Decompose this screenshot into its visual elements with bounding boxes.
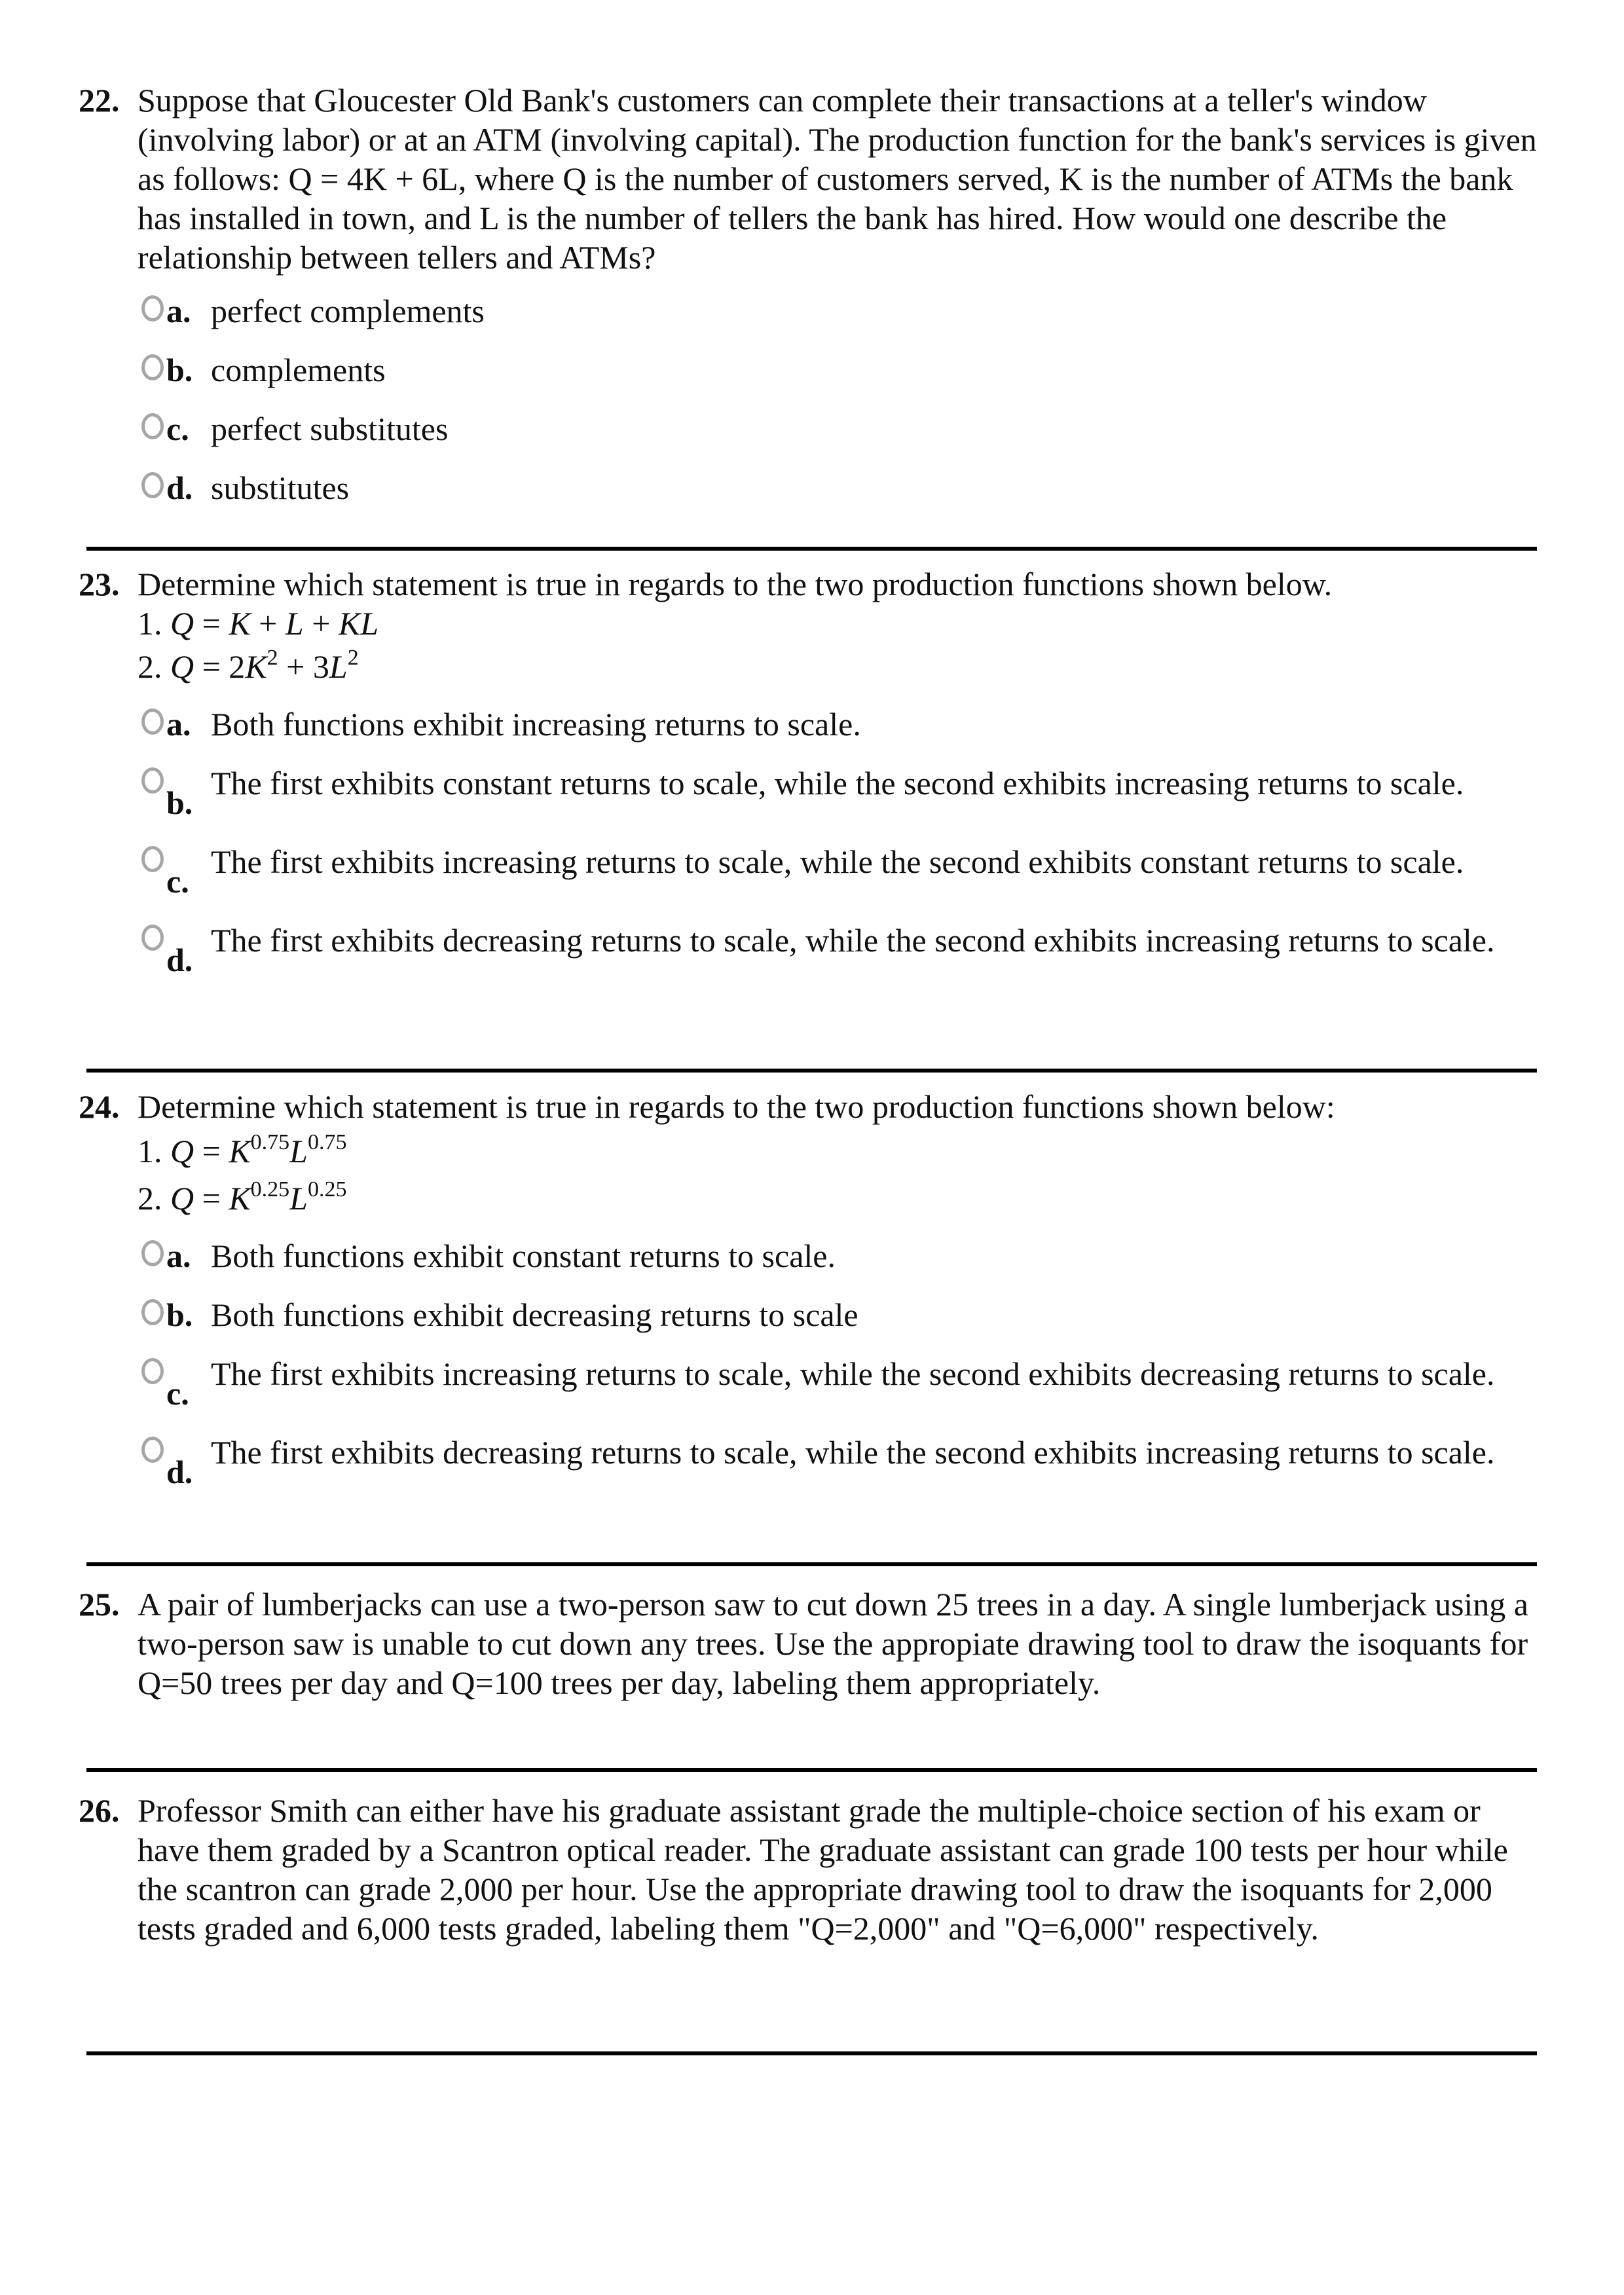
var-q: Q	[170, 605, 194, 642]
question-number: 22.	[79, 82, 120, 119]
choice-text: The first exhibits increasing returns to scale, while the second exhibits decreasing returns to scale.	[211, 1355, 1495, 1392]
equals: = 2	[194, 648, 246, 685]
equals: =	[194, 605, 229, 642]
var-k: K	[245, 648, 267, 685]
choice-text: complements	[211, 352, 386, 388]
choice-letter: d.	[166, 942, 193, 978]
radio-button-icon[interactable]	[141, 472, 164, 498]
choice-text: Both functions exhibit increasing returns to scale.	[211, 706, 861, 743]
radio-button-icon[interactable]	[141, 925, 164, 951]
question-25	[79, 1585, 1545, 1702]
choice-letter: d.	[166, 1454, 193, 1490]
formula-number: 2.	[138, 648, 162, 685]
choice-d[interactable]	[141, 921, 1545, 980]
choice-letter: c.	[166, 1375, 189, 1412]
production-function-1	[138, 1131, 1545, 1171]
radio-button-icon[interactable]	[141, 295, 164, 321]
choice-text: perfect complements	[211, 293, 485, 329]
question-text: Determine which statement is true in regards to the two production functions shown below:	[138, 1088, 1335, 1125]
radio-button-icon[interactable]	[141, 1240, 164, 1266]
exponent: 2	[347, 646, 359, 670]
var-l: L	[329, 648, 348, 685]
choice-letter: b.	[166, 784, 193, 821]
radio-button-icon[interactable]	[141, 1437, 164, 1463]
plus: + 3	[278, 648, 329, 685]
question-24	[79, 1087, 1545, 1511]
radio-button-icon[interactable]	[141, 767, 164, 794]
question-23	[79, 564, 1545, 999]
var-q: Q	[170, 1133, 194, 1169]
plus: +	[303, 605, 339, 642]
exponent: 2	[267, 646, 278, 670]
choice-c[interactable]	[141, 1354, 1545, 1413]
formula-number: 1.	[138, 1133, 162, 1169]
answer-choices	[141, 705, 1545, 980]
question-number: 26.	[79, 1792, 120, 1829]
answer-choices	[141, 291, 1545, 507]
choice-text: Both functions exhibit decreasing returns to scale	[211, 1296, 858, 1333]
exponent: 0.25	[250, 1177, 290, 1202]
section-divider	[86, 2051, 1537, 2055]
production-function-2	[138, 647, 1545, 686]
question-text: A pair of lumberjacks can use a two-person saw to cut down 25 trees in a day. A single lumberjack using a two-person saw is unable to cut down any trees. Use the appropiate drawing tool to draw the isoquants for Q=50 trees per day and Q=100 trees per day, labeling them appropriately.	[138, 1586, 1528, 1701]
section-divider	[86, 1069, 1537, 1073]
var-l: L	[285, 605, 304, 642]
radio-button-icon[interactable]	[141, 354, 164, 380]
choice-letter: a.	[166, 1238, 191, 1274]
exponent: 0.25	[307, 1177, 347, 1202]
choice-letter: a.	[166, 293, 191, 329]
var-k: K	[229, 1180, 251, 1217]
var-k: K	[229, 605, 251, 642]
choice-text: The first exhibits decreasing returns to scale, while the second exhibits increasing returns to scale.	[211, 922, 1495, 959]
choice-text: Both functions exhibit constant returns to scale.	[211, 1238, 836, 1274]
choice-d[interactable]	[141, 468, 1545, 507]
production-function-2	[138, 1179, 1545, 1218]
choice-letter: c.	[166, 863, 189, 900]
choice-c[interactable]	[141, 842, 1545, 901]
exponent: 0.75	[307, 1130, 347, 1154]
question-text: Determine which statement is true in regards to the two production functions shown below.	[138, 566, 1333, 602]
choice-text: The first exhibits increasing returns to scale, while the second exhibits constant returns to scale.	[211, 843, 1464, 880]
choice-c[interactable]	[141, 409, 1545, 449]
choice-text: The first exhibits decreasing returns to scale, while the second exhibits increasing returns to scale.	[211, 1434, 1495, 1471]
choice-a[interactable]	[141, 291, 1545, 331]
section-divider	[86, 1562, 1537, 1566]
choice-letter: c.	[166, 411, 189, 447]
choice-d[interactable]	[141, 1433, 1545, 1492]
exponent: 0.75	[250, 1130, 290, 1154]
radio-button-icon[interactable]	[141, 708, 164, 735]
choice-letter: d.	[166, 469, 193, 506]
radio-button-icon[interactable]	[141, 1299, 164, 1325]
formula-number: 1.	[138, 605, 162, 642]
choice-letter: b.	[166, 1296, 193, 1333]
question-number: 25.	[79, 1586, 120, 1623]
equals: =	[194, 1180, 229, 1217]
choice-b[interactable]	[141, 763, 1545, 822]
var-q: Q	[170, 1180, 194, 1217]
var-l: L	[289, 1133, 308, 1169]
choice-text: The first exhibits constant returns to scale, while the second exhibits increasing returns to scale.	[211, 765, 1464, 801]
choice-text: perfect substitutes	[211, 411, 449, 447]
choice-text: substitutes	[211, 469, 350, 506]
var-q: Q	[170, 648, 194, 685]
question-number: 23.	[79, 566, 120, 602]
question-number: 24.	[79, 1088, 120, 1125]
section-divider	[86, 1768, 1537, 1772]
question-22	[79, 81, 1545, 527]
choice-letter: b.	[166, 352, 193, 388]
var-l: L	[289, 1180, 308, 1217]
answer-choices	[141, 1236, 1545, 1492]
equals: =	[194, 1133, 229, 1169]
radio-button-icon[interactable]	[141, 413, 164, 439]
var-kl: KL	[338, 605, 379, 642]
choice-b[interactable]	[141, 350, 1545, 390]
production-function-1	[138, 604, 1545, 643]
choice-letter: a.	[166, 706, 191, 743]
question-26	[79, 1791, 1545, 1948]
choice-a[interactable]	[141, 705, 1545, 744]
choice-b[interactable]	[141, 1295, 1545, 1334]
radio-button-icon[interactable]	[141, 1358, 164, 1384]
formula-number: 2.	[138, 1180, 162, 1217]
question-text: Professor Smith can either have his graduate assistant grade the multiple-choice section of his exam or have them graded by a Scantron optical reader. The graduate assistant can grade 100 tests per hour while the scantron can grade 2,000 per hour. Use the appropriate drawing tool to draw the isoquants for 2,000 tests graded and 6,000 tests graded, labeling them "Q=2,000" and "Q=6,000" respectively.	[138, 1792, 1508, 1947]
question-text: Suppose that Gloucester Old Bank's customers can complete their transactions at a teller's window (involving labor) or at an ATM (involving capital). The production function for the bank's services is given as follows: Q = 4K + 6L, where Q is the number of customers served, K is the number of ATMs the bank has installed in town, and L is the number of tellers the bank has hired. How would one describe the relationship between tellers and ATMs?	[138, 82, 1537, 276]
radio-button-icon[interactable]	[141, 846, 164, 872]
plus: +	[250, 605, 286, 642]
choice-a[interactable]	[141, 1236, 1545, 1276]
var-k: K	[229, 1133, 251, 1169]
section-divider	[86, 547, 1537, 551]
